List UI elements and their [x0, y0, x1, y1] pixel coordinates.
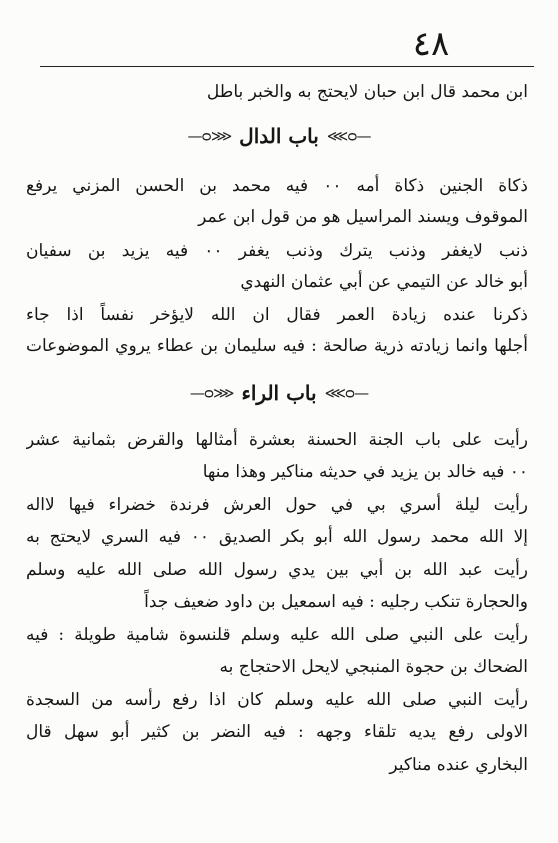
text-line: الموقوف ويسند المراسيل هو من قول ابن عمر [198, 207, 528, 227]
heading-ornament-right: —ᴑ⋙ [324, 384, 369, 402]
text-line: أجلها وانما زيادته ذرية صالحة : فيه سليمان بن عطاء يروي الموضوعات [26, 336, 528, 356]
text-line: رأيت النبي صلى الله عليه وسلم كان اذا رفع رأسه من السجدة [26, 690, 528, 710]
section-heading-ra [0, 375, 558, 411]
heading-ornament-right: —ᴑ⋙ [326, 127, 371, 145]
text-line: ذكرنا عنده زيادة العمر فقال ان الله لايؤخر نفساً اذا جاء [26, 305, 528, 325]
text-line: ٠٠ فيه خالد بن يزيد في حديثه مناكير وهذا منها [202, 462, 528, 482]
text-line: الضحاك بن حجوة المنبجي لايحل الاحتجاج به [219, 657, 528, 677]
section-title-dal: باب الدال [239, 124, 319, 148]
section-heading-dal [0, 118, 558, 154]
header-rule [40, 66, 534, 67]
text-line: رأيت ليلة أسري بي في حول العرش فرندة خضراء فيها لااله [26, 495, 528, 515]
text-line: إلا الله محمد رسول الله أبو بكر الصديق ٠٠ فيه السري لايحتج به [26, 527, 528, 547]
heading-ornament-left: ⋘ᴑ— [189, 384, 234, 402]
text-line: البخاري عنده مناكير [389, 755, 528, 775]
page-number: ٤٨ [412, 24, 450, 64]
text-line: ذنب لايغفر وذنب يترك وذنب يغفر ٠٠ فيه يزيد بن سفيان [26, 241, 528, 261]
heading-ornament-left: ⋘ᴑ— [187, 127, 232, 145]
text-line: رأيت عبد الله بن أبي بين يدي رسول الله صلى الله عليه وسلم [26, 560, 528, 580]
section-title-ra: باب الراء [241, 381, 317, 405]
text-line: والحجارة تنكب رجليه : فيه اسمعيل بن داود ضعيف جداً [144, 592, 528, 612]
text-line-intro: ابن محمد قال ابن حبان لايحتج به والخبر باطل [206, 82, 528, 102]
text-line: رأيت على باب الجنة الحسنة بعشرة أمثالها والقرض بثمانية عشر [26, 430, 528, 450]
text-line: رأيت على النبي صلى الله عليه وسلم قلنسوة شامية طويلة : فيه [26, 625, 528, 645]
text-line: الاولى رفع يديه تلقاء وجهه : فيه النضر بن كثير أبو سهل قال [26, 722, 528, 742]
text-line: أبو خالد عن التيمي عن أبي عثمان النهدي [240, 272, 528, 292]
text-line: ذكاة الجنين ذكاة أمه ٠٠ فيه محمد بن الحسن المزني يرفع [26, 176, 528, 196]
